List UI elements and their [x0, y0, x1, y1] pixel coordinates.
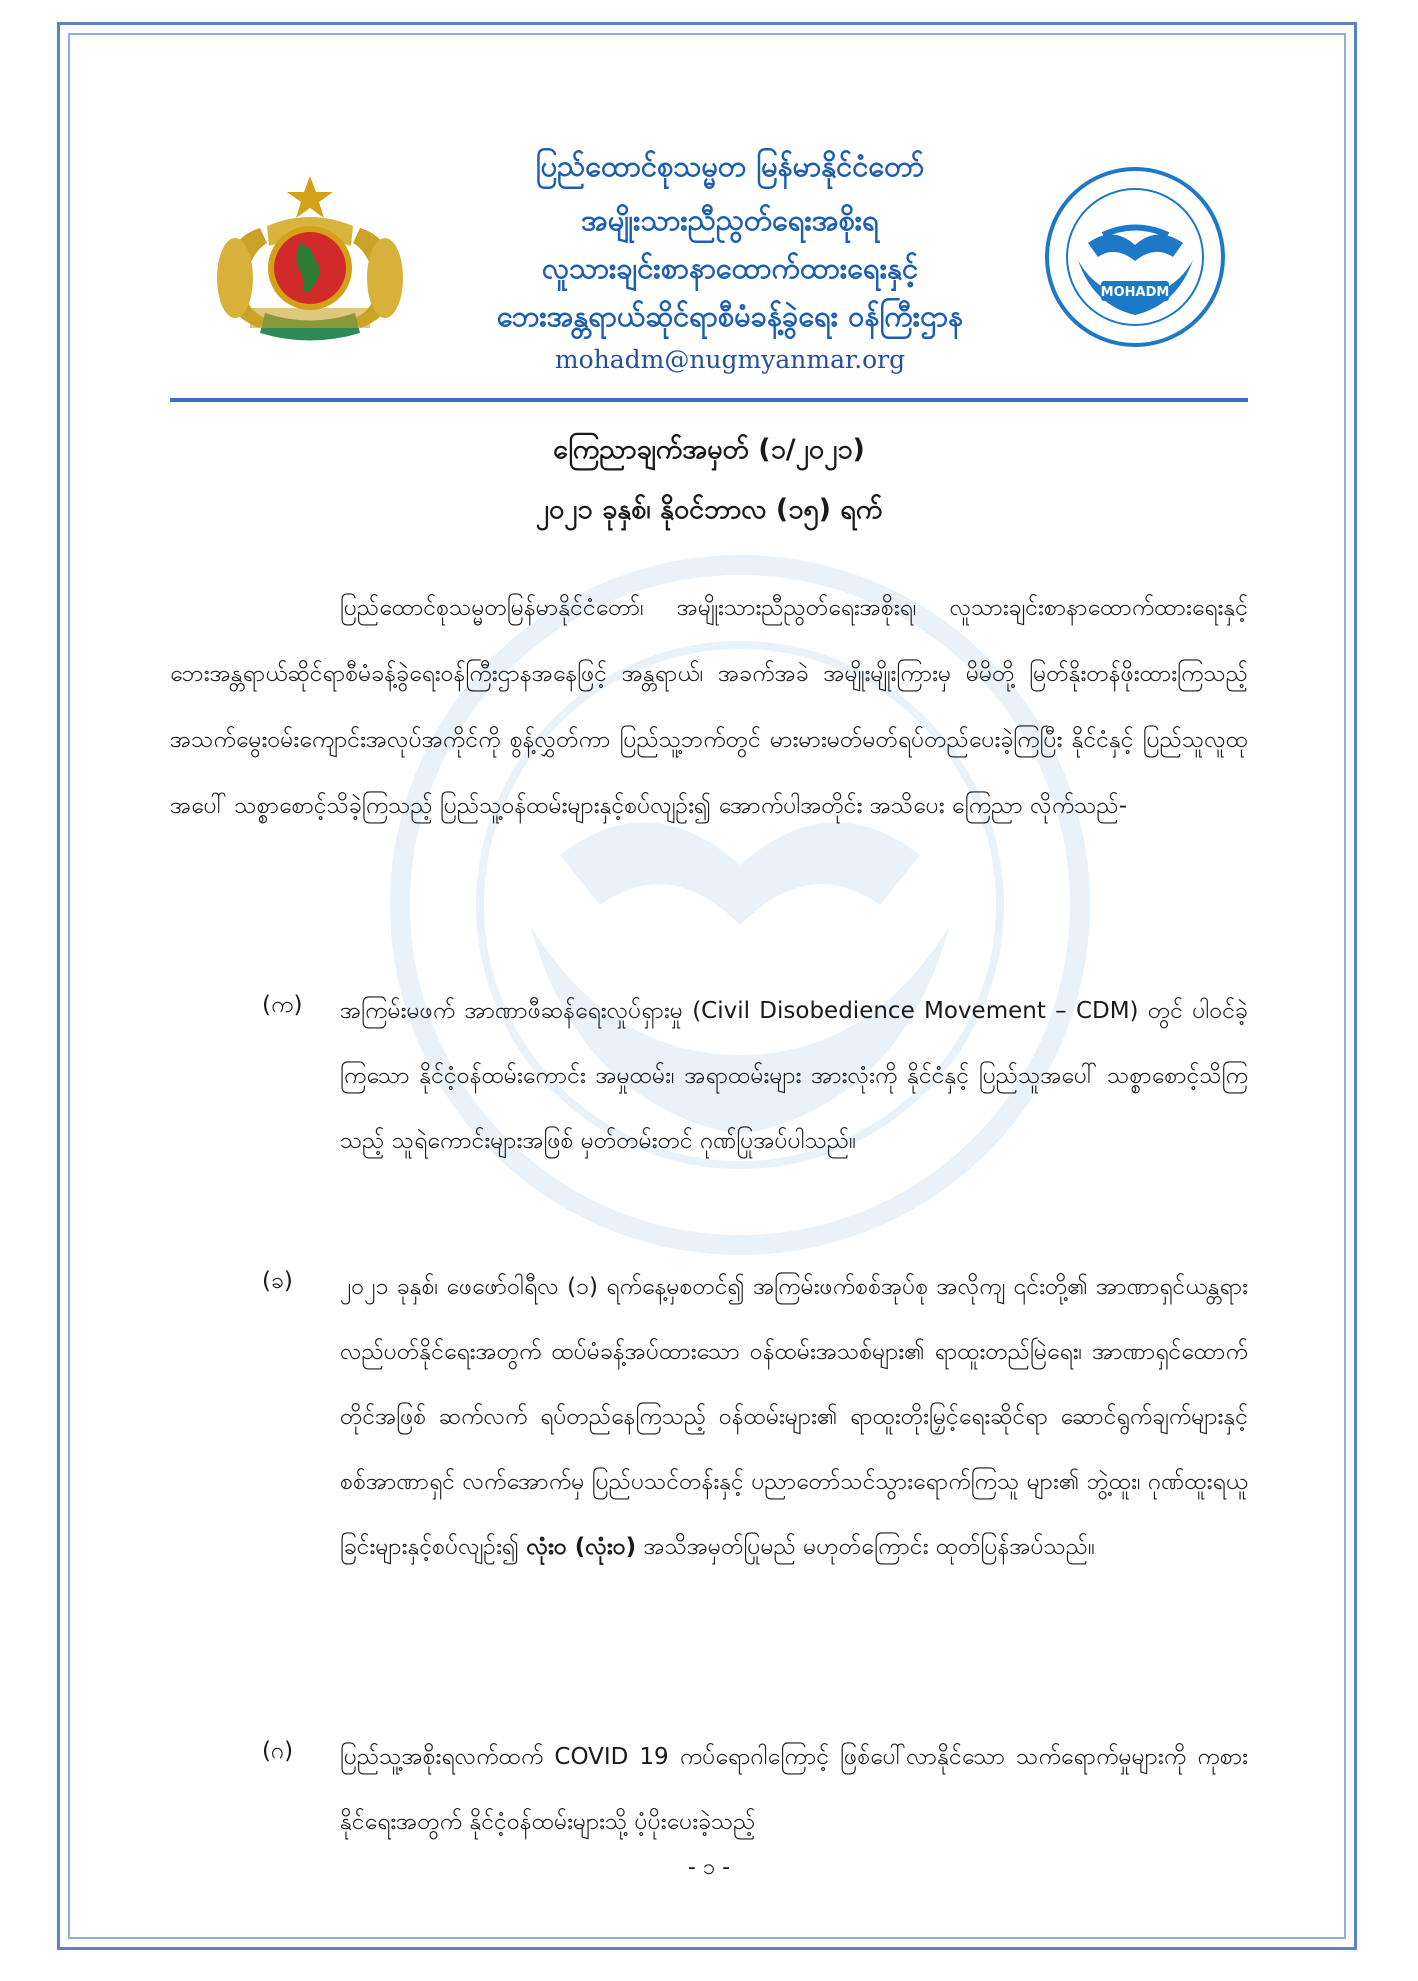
- header-title-line-1: ပြည်ထောင်စုသမ္မတ မြန်မာနိုင်ငံတော်: [535, 149, 925, 183]
- header-email: mohadm@nugmyanmar.org: [554, 345, 906, 374]
- page-number: - ၁ -: [687, 1855, 731, 1880]
- notice-number: ကြေညာချက်အမှတ် (၁/၂၀၂၁): [553, 434, 865, 465]
- item-text-kha-part-2: အသိအမှတ်ပြုမည် မဟုတ်ကြောင်း ထုတ်ပြန်အပ်သည်။: [636, 1534, 1096, 1560]
- logo-label: MOHADM: [1100, 285, 1170, 300]
- item-marker-ga: (ဂ): [262, 1738, 294, 1764]
- item-text-ka: အကြမ်းမဖက် အာဏာဖီဆန်ရေးလှုပ်ရှားမှု (Civil Disobedience Movement – CDM) တွင် ပါဝင်ခဲ့ကြသော နိုင်ငံ့ဝန်ထမ်းကောင်း အမှုထမ်း၊ အရာထမ်းများ အားလုံးကို နိုင်ငံနှင့် ပြည်သူအပေါ် သစ္စာစောင့်သိကြသည့် သူရဲကောင်းများအဖြစ် မှတ်တမ်းတင် ဂုဏ်ပြုအပ်ပါသည်။: [340, 998, 1248, 1154]
- item-text-kha-part-1: ၂၀၂၁ ခုနှစ်၊ ဖေဖော်ဝါရီလ (၁) ရက်နေ့မှစတင်၍ အကြမ်းဖက်စစ်အုပ်စု အလိုကျ ၎င်းတို့၏ အာဏာရှင်ယန္တရား လည်ပတ်နိုင်ရေးအတွက် ထပ်မံခန့်အပ်ထားသော ဝန်ထမ်းအသစ်များ၏ ရာထူးတည်မြဲရေး၊ အာဏာရှင်ထောက်တိုင်အဖြစ် ဆက်လက် ရပ်တည်နေကြသည့် ဝန်ထမ်းများ၏ ရာထူးတိုးမြှင့်ရေးဆိုင်ရာ ဆောင်ရွက်ချက်များနှင့် စစ်အာဏာရှင် လက်အောက်မှ ပြည်ပသင်တန်းနှင့် ပညာတော်သင်သွားရောက်ကြသူ များ၏ ဘွဲ့ထူး၊ ဂုဏ်ထူးရယူခြင်းများနှင့်စပ်လျဉ်း၍: [340, 1274, 1248, 1560]
- intro-paragraph: ပြည်ထောင်စုသမ္မတမြန်မာနိုင်ငံတော်၊ အမျိုးသားညီညွတ်ရေးအစိုးရ၊ လူသားချင်းစာနာထောက်ထားရေးနှင့် ဘေးအန္တရာယ်ဆိုင်ရာစီမံခန့်ခွဲရေးဝန်ကြီးဌာနအနေဖြင့် အန္တရာယ်၊ အခက်အခဲ အမျိုးမျိုးကြားမှ မိမိတို့ မြတ်နိုးတန်ဖိုးထားကြသည့် အသက်မွေးဝမ်းကျောင်းအလုပ်အကိုင်ကို စွန့်လွှတ်ကာ ပြည်သူ့ဘက်တွင် မားမားမတ်မတ်ရပ်တည်ပေးခဲ့ကြပြီး နိုင်ငံနှင့် ပြည်သူလူထုအပေါ် သစ္စာစောင့်သိခဲ့ကြသည့် ပြည်သူ့ဝန်ထမ်းများနှင့်စပ်လျဉ်း၍ အောက်ပါအတိုင်း အသိပေး ကြေညာ လိုက်သည်-: [170, 595, 1248, 819]
- header-title-line-2: အမျိုးသားညီညွတ်ရေးအစိုးရ: [581, 203, 879, 237]
- state-emblem-icon: [205, 168, 415, 343]
- header-title-line-4: ဘေးအန္တရာယ်ဆိုင်ရာစီမံခန့်ခွဲရေး ဝန်ကြီးဌာန: [496, 299, 964, 333]
- item-text-kha-emphasis: လုံးဝ (လုံးဝ): [526, 1534, 637, 1560]
- item-marker-ka: (က): [262, 992, 303, 1018]
- notice-date: ၂၀၂၁ ခုနှစ်၊ နိုဝင်ဘာလ (၁၅) ရက်: [535, 494, 883, 525]
- item-text-ga: ပြည်သူ့အစိုးရလက်ထက် COVID 19 ကပ်ရောဂါကြောင့် ဖြစ်ပေါ်လာနိုင်သော သက်ရောက်မှုများကို ကုစားနိုင်ရေးအတွက် နိုင်ငံ့ဝန်ထမ်းများသို့ ပံ့ပိုးပေးခဲ့သည့်: [340, 1744, 1248, 1835]
- header-title-line-3: လူသားချင်းစာနာထောက်ထားရေးနှင့်: [541, 251, 919, 285]
- header-divider: [170, 398, 1248, 402]
- item-text-kha: [340, 1255, 1248, 1580]
- ministry-logo-icon: [1043, 165, 1228, 350]
- item-marker-kha: (ခ): [262, 1268, 293, 1294]
